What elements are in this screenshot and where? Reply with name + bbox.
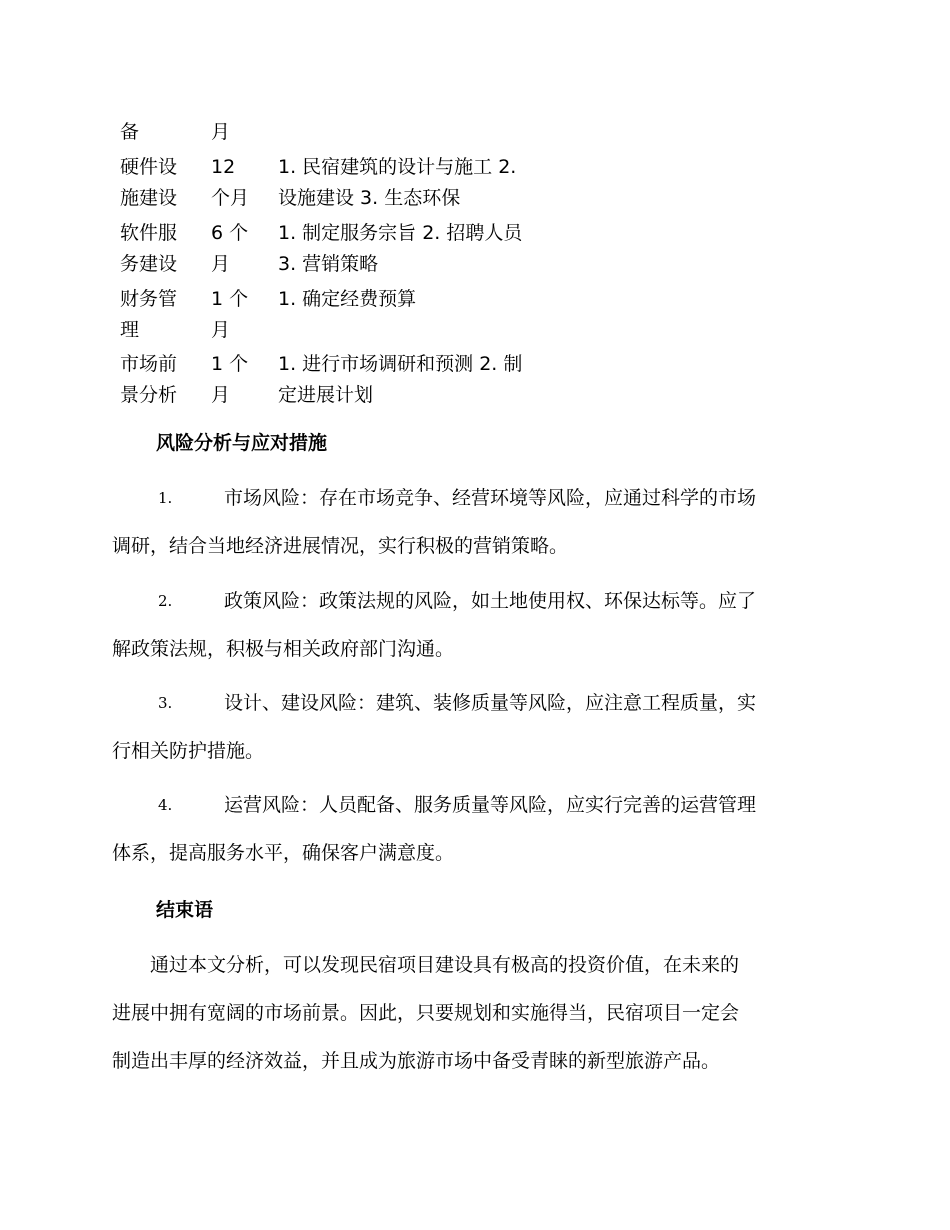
table-cell-time: 1 个 月 <box>211 353 249 406</box>
section-heading-conclusion: 结束语 <box>156 899 214 921</box>
paragraph-line: 进展中拥有宽阔的市场前景。因此，只要规划和实施得当，民宿项目一定会 <box>112 1002 740 1024</box>
list-item-text: 体系，提高服务水平，确保客户满意度。 <box>112 842 455 864</box>
list-item-text: 行相关防护措施。 <box>112 740 265 762</box>
table-cell-time: 12 个月 <box>211 156 250 209</box>
list-item-text: 调研，结合当地经济进展情况，实行积极的营销策略。 <box>112 535 569 557</box>
list-item-number: 4. <box>158 796 173 814</box>
list-item-number: 1. <box>158 489 173 507</box>
table-cell-time: 1 个 月 <box>211 288 249 341</box>
table-cell-time: 6 个 月 <box>211 222 249 275</box>
table-cell-item: 硬件设 施建设 <box>120 156 178 209</box>
table-cell-content: 1. 民宿建筑的设计与施工 2. 设施建设 3. 生态环保 <box>278 156 517 209</box>
table-cell-item: 软件服 务建设 <box>120 222 178 275</box>
list-item-text: 设计、建设风险：建筑、装修质量等风险，应注意工程质量，实 <box>224 692 757 714</box>
table-cell-item: 财务管 理 <box>120 288 178 341</box>
paragraph-line: 通过本文分析，可以发现民宿项目建设具有极高的投资价值，在未来的 <box>112 954 740 976</box>
table-cell-content: 1. 制定服务宗旨 2. 招聘人员 3. 营销策略 <box>278 222 523 275</box>
table-cell-item: 备 <box>120 121 140 143</box>
table-cell-item: 市场前 景分析 <box>120 353 178 406</box>
list-item-text: 运营风险：人员配备、服务质量等风险，应实行完善的运营管理 <box>224 794 757 816</box>
table-cell-time: 月 <box>211 121 231 143</box>
table-cell-content: 1. 确定经费预算 <box>278 288 417 310</box>
list-item-number: 2. <box>158 592 173 610</box>
list-item-text: 市场风险：存在市场竞争、经营环境等风险，应通过科学的市场 <box>224 487 757 509</box>
table-cell-content: 1. 进行市场调研和预测 2. 制 定进展计划 <box>278 353 523 406</box>
section-heading-risk: 风险分析与应对措施 <box>156 432 328 454</box>
list-item-text: 解政策法规，积极与相关政府部门沟通。 <box>112 638 455 660</box>
list-item-text: 政策风险：政策法规的风险，如土地使用权、环保达标等。应了 <box>224 590 757 612</box>
list-item-number: 3. <box>158 694 173 712</box>
paragraph-line: 制造出丰厚的经济效益，并且成为旅游市场中备受青睐的新型旅游产品。 <box>112 1050 721 1072</box>
